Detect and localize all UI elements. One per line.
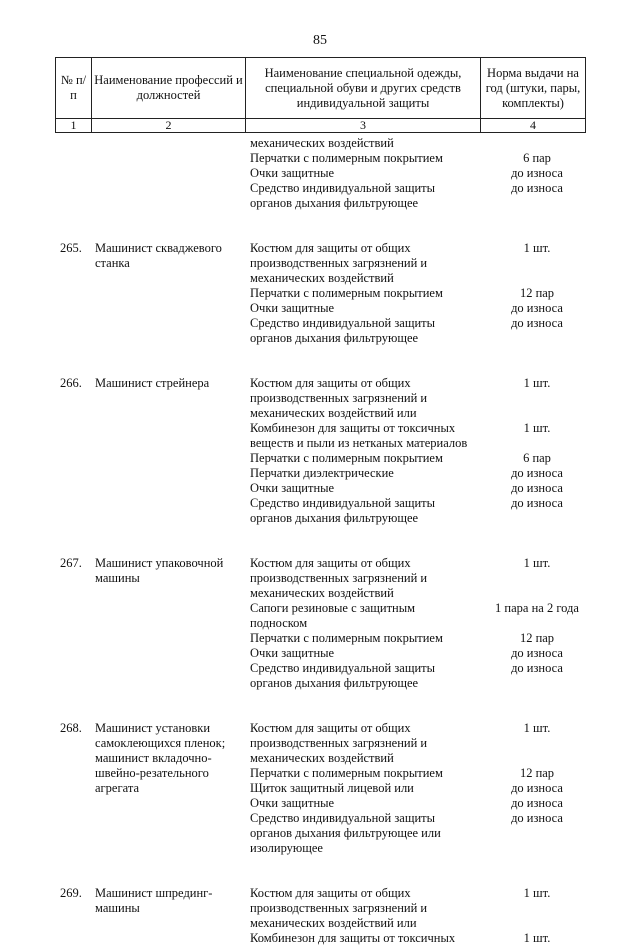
row-number: 266. [60,376,82,390]
equipment-item: Очки защитные [250,301,335,315]
profession-name: Машинист упаковочной [95,556,224,570]
equipment-item: механических воздействий или [250,916,417,930]
profession-name: машинист вкладочно- [95,751,212,765]
equipment-item: Комбинезон для защиты от токсичных [250,931,456,945]
header-col-profession: Наименование профессий и должностей [92,58,246,119]
issue-norm: 1 шт. [523,886,551,900]
profession-name: станка [95,256,130,270]
profession-name: Машинист стрейнера [95,376,210,390]
issue-norm: 6 пар [523,151,551,165]
profession-name: Машинист скваджевого [95,241,222,255]
issue-norm: до износа [511,496,563,510]
issue-norm: 1 шт. [523,931,551,945]
equipment-item: органов дыхания фильтрующее [250,331,419,345]
equipment-item: Средство индивидуальной защиты [250,316,436,330]
equipment-item: Сапоги резиновые с защитным [250,601,416,615]
profession-name: самоклеющихся пленок; [95,736,226,750]
issue-norm: до износа [511,466,563,480]
header-num-4: 4 [481,119,586,133]
issue-norm: до износа [511,796,563,810]
issue-norm: до износа [511,781,563,795]
row-number: 269. [60,886,82,900]
table-body [55,136,585,946]
equipment-item: Перчатки с полимерным покрытием [250,151,443,165]
header-num-1: 1 [56,119,92,133]
equipment-item: производственных загрязнений и [250,391,428,405]
equipment-item: Перчатки с полимерным покрытием [250,451,443,465]
equipment-item: механических воздействий [250,586,394,600]
equipment-item: Костюм для защиты от общих [250,376,411,390]
issue-norm: 1 шт. [523,376,551,390]
equipment-item: Очки защитные [250,166,335,180]
profession-name: машины [95,571,140,585]
header-num-2: 2 [92,119,246,133]
profession-name: швейно-резательного [95,766,209,780]
equipment-item: производственных загрязнений и [250,736,428,750]
equipment-item: Комбинезон для защиты от токсичных [250,421,456,435]
table-row [55,376,585,526]
issue-norm: 1 шт. [523,556,551,570]
issue-norm: 6 пар [523,451,551,465]
table-row [55,241,585,346]
profession-name: Машинист шпрединг- [95,886,213,900]
equipment-item: Костюм для защиты от общих [250,241,411,255]
equipment-item: механических воздействий [250,751,394,765]
equipment-item: органов дыхания фильтрующее [250,196,419,210]
header-col-equipment: Наименование специальной одежды, специальной обуви и других средств индивидуальной защиты [246,58,481,119]
issue-norm: до износа [511,166,563,180]
issue-norm: до износа [511,481,563,495]
issue-norm: до износа [511,181,563,195]
issue-norm: 1 шт. [523,241,551,255]
equipment-item: Костюм для защиты от общих [250,886,411,900]
equipment-item: органов дыхания фильтрующее [250,511,419,525]
equipment-item: органов дыхания фильтрующее или [250,826,441,840]
table-row [55,721,585,856]
issue-norm: 1 шт. [523,721,551,735]
equipment-item: Перчатки с полимерным покрытием [250,286,443,300]
table-header [55,57,586,133]
profession-name: Машинист установки [95,721,211,735]
issue-norm: 12 пар [519,286,555,300]
header-col-norm: Норма выдачи на год (штуки, пары, комплекты) [481,58,586,119]
equipment-item: Средство индивидуальной защиты [250,496,436,510]
row-number: 267. [60,556,82,570]
equipment-item: Очки защитные [250,481,335,495]
page-number: 85 [313,33,327,48]
equipment-item: механических воздействий [250,271,394,285]
issue-norm: 1 шт. [523,421,551,435]
equipment-item: органов дыхания фильтрующее [250,676,419,690]
equipment-item: Костюм для защиты от общих [250,721,411,735]
equipment-item: механических воздействий или [250,406,417,420]
equipment-item: Средство индивидуальной защиты [250,181,436,195]
table-row [55,136,585,211]
issue-norm: до износа [511,661,563,675]
equipment-item: Средство индивидуальной защиты [250,811,436,825]
issue-norm: до износа [511,316,563,330]
equipment-item: Перчатки диэлектрические [250,466,394,480]
equipment-item: производственных загрязнений и [250,901,428,915]
equipment-item: Костюм для защиты от общих [250,556,411,570]
equipment-item: Очки защитные [250,646,335,660]
issue-norm: 12 пар [519,766,555,780]
issue-norm: 12 пар [519,631,555,645]
equipment-item: механических воздействий [250,136,394,150]
issue-norm: 1 пара на 2 года [495,601,579,615]
table-row [55,886,585,946]
row-number: 265. [60,241,82,255]
issue-norm: до износа [511,301,563,315]
equipment-item: Перчатки с полимерным покрытием [250,631,443,645]
equipment-item: веществ и пыли из нетканых материалов [250,436,468,450]
equipment-item: производственных загрязнений и [250,256,428,270]
equipment-item: Перчатки с полимерным покрытием [250,766,443,780]
row-number: 268. [60,721,82,735]
issue-norm: до износа [511,646,563,660]
equipment-item: Щиток защитный лицевой или [250,781,414,795]
equipment-item: подноском [250,616,308,630]
header-col-number: № п/п [56,58,92,119]
issue-norm: до износа [511,811,563,825]
equipment-item: изолирующее [250,841,323,855]
equipment-item: Средство индивидуальной защиты [250,661,436,675]
header-num-3: 3 [246,119,481,133]
equipment-item: производственных загрязнений и [250,571,428,585]
profession-name: агрегата [95,781,139,795]
profession-name: машины [95,901,140,915]
table-row [55,556,585,691]
equipment-item: Очки защитные [250,796,335,810]
